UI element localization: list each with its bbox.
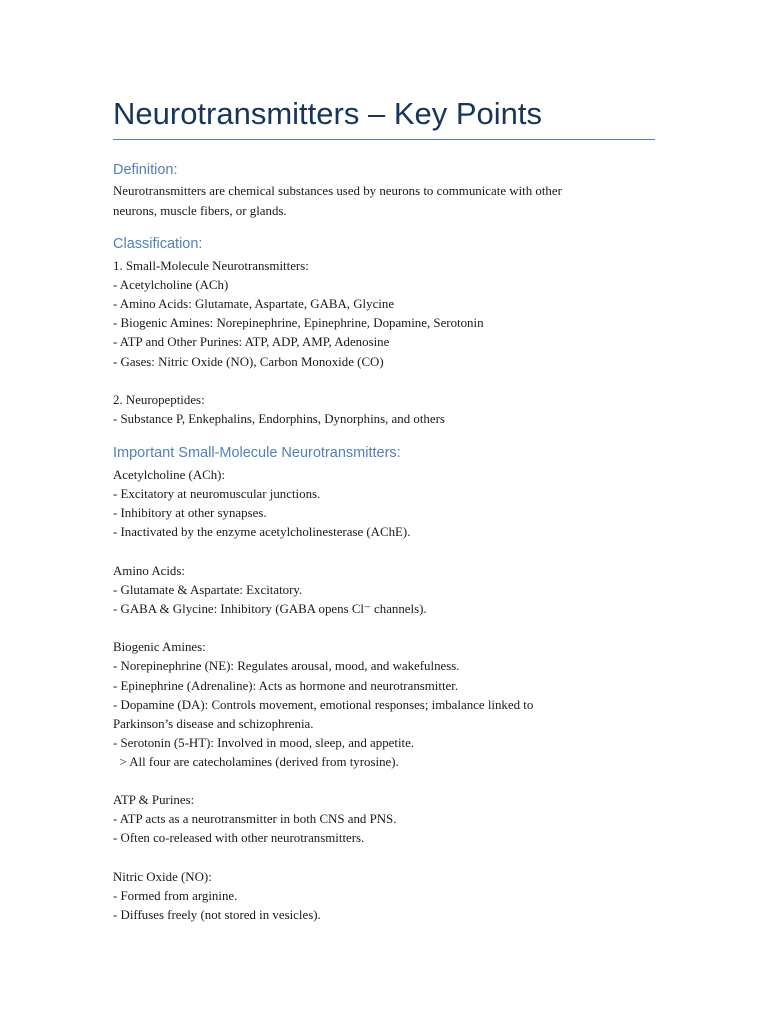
list-item: - Diffuses freely (not stored in vesicles). bbox=[113, 908, 321, 922]
list-item: - ATP and Other Purines: ATP, ADP, AMP, Adenosine bbox=[113, 335, 390, 349]
biogenic-amines-title: Biogenic Amines: bbox=[113, 640, 206, 654]
classification-heading: Classification: bbox=[113, 236, 203, 252]
list-item: - Often co-released with other neurotransmitters. bbox=[113, 831, 365, 845]
definition-heading: Definition: bbox=[113, 162, 178, 178]
list-note: > All four are catecholamines (derived from tyrosine). bbox=[113, 755, 399, 769]
amino-acids-title: Amino Acids: bbox=[113, 564, 185, 578]
list-item: - Amino Acids: Glutamate, Aspartate, GABA, Glycine bbox=[113, 297, 395, 311]
list-item: - Formed from arginine. bbox=[113, 889, 238, 903]
nitric-oxide-title: Nitric Oxide (NO): bbox=[113, 870, 212, 884]
small-molecule-title: 1. Small-Molecule Neurotransmitters: bbox=[113, 259, 309, 273]
list-item: - Serotonin (5-HT): Involved in mood, sleep, and appetite. bbox=[113, 736, 415, 750]
list-item: - ATP acts as a neurotransmitter in both CNS and PNS. bbox=[113, 812, 397, 826]
list-item: - Excitatory at neuromuscular junctions. bbox=[113, 487, 321, 501]
list-item-continuation: Parkinson’s disease and schizophrenia. bbox=[113, 717, 314, 731]
page-title: Neurotransmitters – Key Points bbox=[113, 96, 543, 131]
list-item: - Inactivated by the enzyme acetylcholinesterase (AChE). bbox=[113, 525, 411, 539]
acetylcholine-title: Acetylcholine (ACh): bbox=[113, 468, 226, 482]
list-item: - GABA & Glycine: Inhibitory (GABA opens Cl⁻ channels). bbox=[113, 602, 427, 616]
list-item: - Dopamine (DA): Controls movement, emotional responses; imbalance linked to bbox=[113, 698, 534, 712]
definition-line: neurons, muscle fibers, or glands. bbox=[113, 204, 287, 218]
list-item: - Glutamate & Aspartate: Excitatory. bbox=[113, 583, 303, 597]
atp-purines-title: ATP & Purines: bbox=[113, 793, 195, 807]
list-item: - Inhibitory at other synapses. bbox=[113, 506, 267, 520]
list-item: - Acetylcholine (ACh) bbox=[113, 278, 229, 292]
neuropeptides-title: 2. Neuropeptides: bbox=[113, 393, 205, 407]
list-item: - Gases: Nitric Oxide (NO), Carbon Monoxide (CO) bbox=[113, 355, 384, 369]
list-item: - Norepinephrine (NE): Regulates arousal, mood, and wakefulness. bbox=[113, 659, 460, 673]
definition-line: Neurotransmitters are chemical substances used by neurons to communicate with other bbox=[113, 184, 562, 198]
title-divider bbox=[113, 139, 655, 140]
list-item: - Substance P, Enkephalins, Endorphins, Dynorphins, and others bbox=[113, 412, 445, 426]
important-heading: Important Small-Molecule Neurotransmitters: bbox=[113, 445, 401, 461]
list-item: - Epinephrine (Adrenaline): Acts as hormone and neurotransmitter. bbox=[113, 679, 459, 693]
list-item: - Biogenic Amines: Norepinephrine, Epinephrine, Dopamine, Serotonin bbox=[113, 316, 484, 330]
